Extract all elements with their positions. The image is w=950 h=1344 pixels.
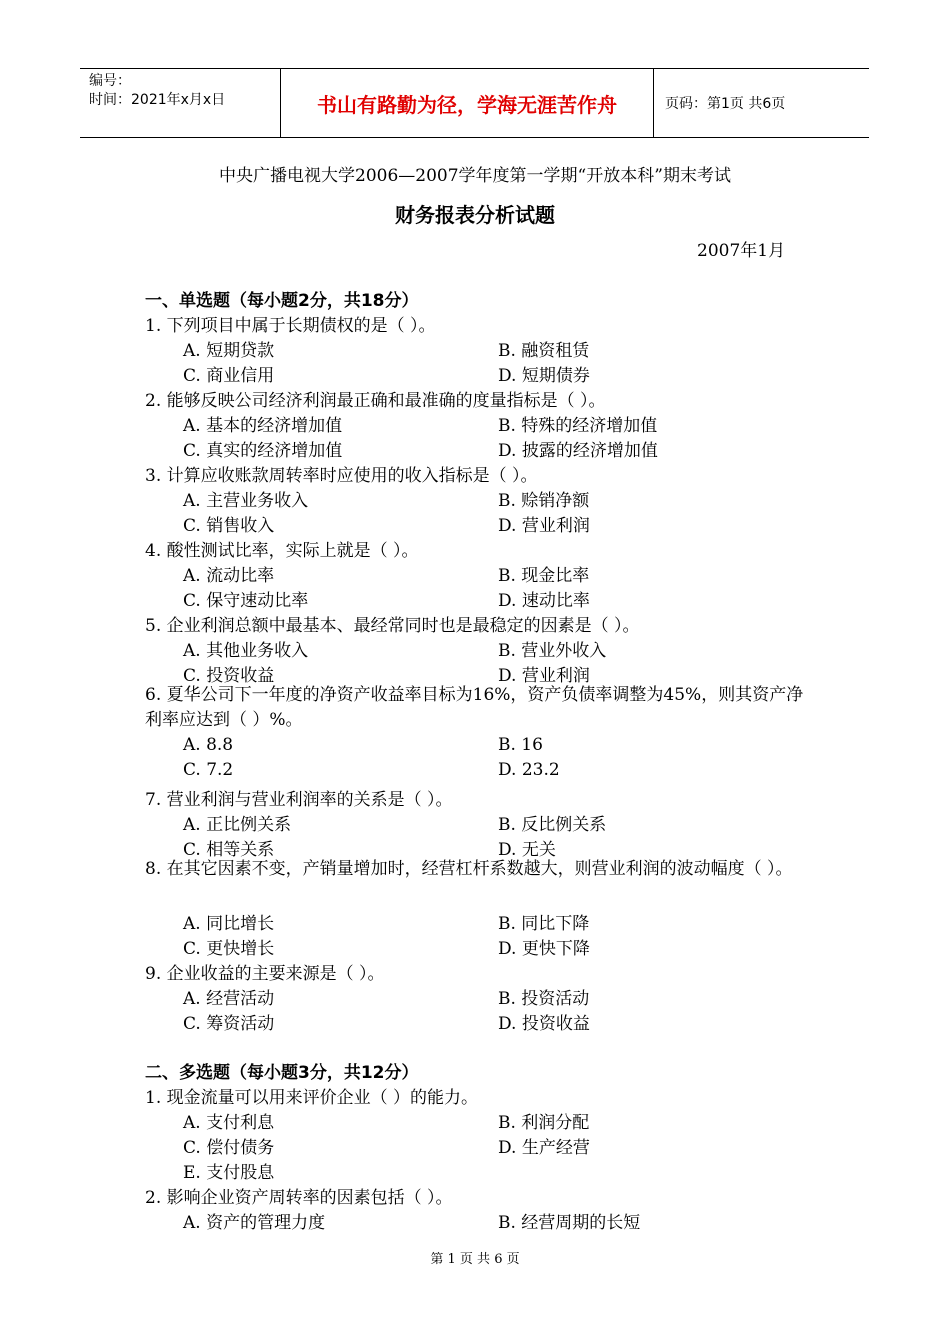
option: C. 商业信用 [183,366,275,386]
question: 5. 企业利润总额中最基本、最经常同时也是最稳定的因素是（ ）。 [145,616,640,636]
option: C. 偿付债务 [183,1138,275,1158]
question: 1. 现金流量可以用来评价企业（ ）的能力。 [145,1088,479,1108]
option: D. 无关 [498,840,556,860]
question: 2. 影响企业资产周转率的因素包括（ ）。 [145,1188,453,1208]
header-table [80,68,869,138]
option: C. 相等关系 [183,840,275,860]
option: C. 7.2 [183,760,234,780]
option: D. 披露的经济增加值 [498,441,658,461]
option: B. 同比下降 [498,914,590,934]
question: 9. 企业收益的主要来源是（ ）。 [145,964,385,984]
option: B. 赊销净额 [498,491,590,511]
option: A. 短期贷款 [183,341,275,361]
option: B. 16 [498,735,543,755]
option: B. 营业外收入 [498,641,607,661]
question: 6. 夏华公司下一年度的净资产收益率目标为16%，资产负债率调整为45%，则其资产净利率应达到（ ）%。 [145,685,804,730]
option: B. 特殊的经济增加值 [498,416,658,436]
question: 1. 下列项目中属于长期债权的是（ ）。 [145,316,436,336]
option: E. 支付股息 [183,1163,275,1183]
page-label: 页码：第1页 共6页 [665,96,786,112]
section-heading: 一、单选题（每小题2分，共18分） [145,291,419,311]
option: A. 8.8 [183,735,234,755]
exam-date: 2007年1月 [697,241,786,261]
section-heading: 二、多选题（每小题3分，共12分） [145,1063,419,1083]
option: D. 更快下降 [498,939,590,959]
question: 4. 酸性测试比率，实际上就是（ ）。 [145,541,419,561]
option: B. 现金比率 [498,566,590,586]
option: A. 其他业务收入 [183,641,309,661]
option: A. 主营业务收入 [183,491,309,511]
option: A. 正比例关系 [183,815,292,835]
option: B. 经营周期的长短 [498,1213,641,1233]
option: D. 生产经营 [498,1138,590,1158]
option: A. 流动比率 [183,566,275,586]
option: A. 经营活动 [183,989,275,1009]
option: D. 23.2 [498,760,560,780]
option: D. 投资收益 [498,1014,590,1034]
time-label: 时间：2021年x月x日 [89,92,226,108]
option: B. 投资活动 [498,989,590,1009]
option: B. 利润分配 [498,1113,590,1133]
question: 3. 计算应收账款周转率时应使用的收入指标是（ ）。 [145,466,538,486]
question: 7. 营业利润与营业利润率的关系是（ ）。 [145,790,453,810]
question: 8. 在其它因素不变，产销量增加时，经营杠杆系数越大，则营业利润的波动幅度（ ）。 [145,859,793,879]
question: 2. 能够反映公司经济利润最正确和最准确的度量指标是（ ）。 [145,391,606,411]
option: D. 营业利润 [498,666,590,686]
exam-subtitle: 中央广播电视大学2006—2007学年度第一学期“开放本科”期末考试 [219,166,731,186]
option: C. 真实的经济增加值 [183,441,343,461]
option: C. 更快增长 [183,939,275,959]
option: C. 销售收入 [183,516,275,536]
option: B. 融资租赁 [498,341,590,361]
option: C. 投资收益 [183,666,275,686]
option: A. 资产的管理力度 [183,1213,326,1233]
motto: 书山有路勤为径，学海无涯苦作舟 [281,69,654,137]
option: C. 筹资活动 [183,1014,275,1034]
option: D. 营业利润 [498,516,590,536]
option: B. 反比例关系 [498,815,607,835]
option: D. 速动比率 [498,591,590,611]
option: C. 保守速动比率 [183,591,309,611]
option: A. 支付利息 [183,1113,275,1133]
option: D. 短期债券 [498,366,590,386]
number-label: 编号： [89,73,131,89]
exam-title: 财务报表分析试题 [395,203,555,227]
option: A. 基本的经济增加值 [183,416,343,436]
page-footer: 第 1 页 共 6 页 [430,1252,520,1267]
option: A. 同比增长 [183,914,275,934]
header-left-cell [80,69,281,137]
